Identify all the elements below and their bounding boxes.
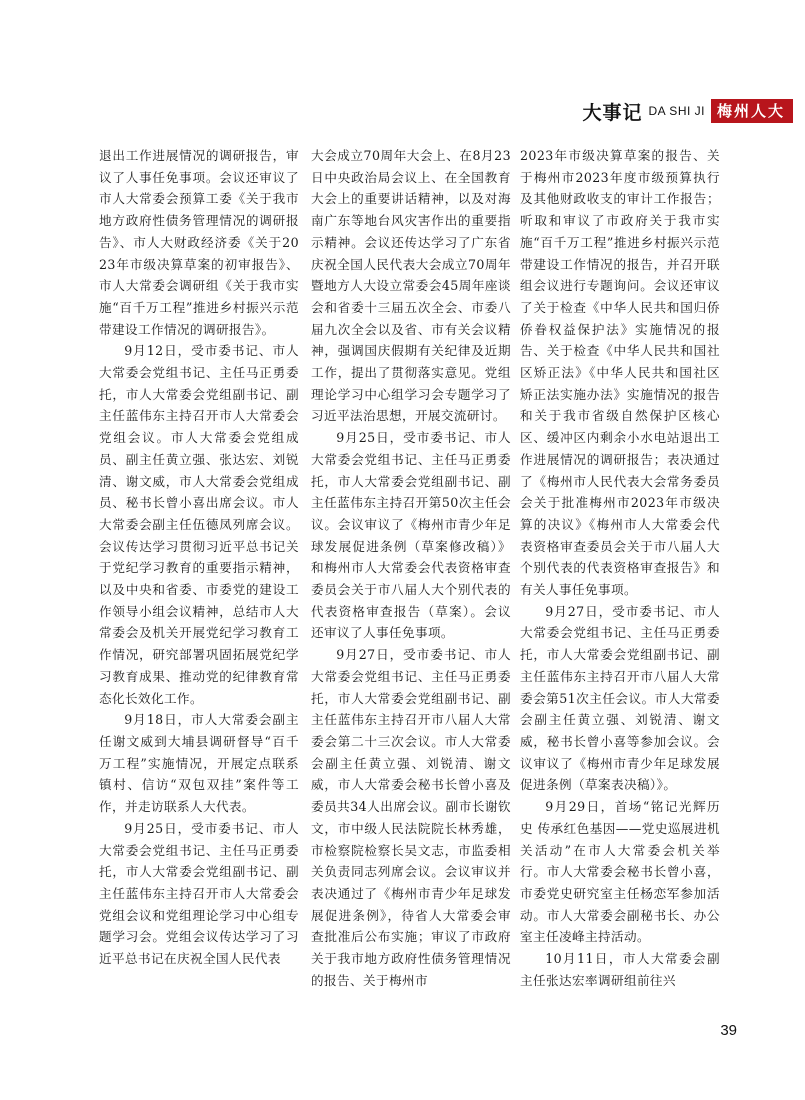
magazine-badge-label: 梅州人大 bbox=[716, 102, 785, 120]
paragraph: 退出工作进展情况的调研报告，审议了人事任免事项。会议还审议了市人大常委会预算工委《关于我市地方政府性债务管理情况的调研报告》、市人大财政经济委《关于2023年市级决算草案的初审报告》、市人大常委会调研组《关于我市实施“百千万工程”推进乡村振兴示范带建设工作情况的调研报告》。 bbox=[99, 148, 299, 337]
paragraph: 9月29日，首场“铭记光辉历史 传承红色基因——党史巡展进机关活动”在市人大常委会机关举行。市人大常委会秘书长曾小喜，市委党史研究室主任杨恋军参加活动。市人大常委会副秘书长、办公室主任凌峰主持活动。 bbox=[520, 799, 720, 945]
paragraph: 9月25日，受市委书记、市人大常委会党组书记、主任马正勇委托，市人大常委会党组副书记、副主任蓝伟东主持召开市人大常委会党组会议和党组理论学习中心组专题学习会。党组会议传达学习了习近平总书记在庆祝全国人民代表 bbox=[99, 820, 299, 967]
section-header bbox=[582, 98, 793, 124]
text-column-3 bbox=[520, 145, 720, 991]
paragraph: 2023年市级决算草案的报告、关于梅州市2023年度市级预算执行及其他财政收支的审计工作报告；听取和审议了市政府关于我市实施“百千万工程”推进乡村振兴示范带建设工作情况的报告，并召开联组会议进行专题询问。会议还审议了关于检查《中华人民共和国归侨侨眷权益保护法》实施情况的报告、关于检查《中华人民共和国社区矫正法》《中华人民共和国社区矫正法实施办法》实施情况的报告和关于我市省级自然保护区核心区、缓冲区内剩余小水电站退出工作进展情况的调研报告；表决通过了《梅州市人民代表大会常务委员会关于批准梅州市2023年市级决算的决议》《梅州市人大常委会代表资格审查委员会关于市八届人大个别代表的代表资格审查报告》和有关人事任免事项。 bbox=[520, 148, 720, 598]
paragraph: 10月11日，市人大常委会副主任张达宏率调研组前往兴 bbox=[520, 951, 720, 988]
paragraph: 9月18日，市人大常委会副主任谢文威到大埔县调研督导“百千万工程”实施情况，开展定点联系镇村、信访“双包双挂”案件等工作，并走访联系人大代表。 bbox=[99, 712, 299, 815]
paragraph: 大会成立70周年大会上、在8月23日中央政治局会议上、在全国教育大会上的重要讲话精神，以及对海南广东等地台风灾害作出的重要指示精神。会议还传达学习了广东省庆祝全国人民代表大会成立70周年暨地方人大设立常委会45周年座谈会和省委十三届五次全会、市委八届九次全会以及省、市有关会议精神，强调国庆假期有关纪律及近期工作，提出了贯彻落实意见。党组理论学习中心组学习会专题学习了习近平法治思想，开展交流研讨。 bbox=[311, 148, 511, 424]
section-title: 大事记 bbox=[582, 101, 643, 124]
section-pinyin: DA SHI JI bbox=[648, 104, 705, 118]
paragraph: 9月12日，受市委书记、市人大常委会党组书记、主任马正勇委托，市人大常委会党组副书记、副主任蓝伟东主持召开市人大常委会党组会议。市人大常委会党组成员、副主任黄立强、张达宏、刘锐清、谢文威，市人大常委会党组成员、秘书长曾小喜出席会议。市人大常委会副主任伍德凤列席会议。会议传达学习贯彻习近平总书记关于党纪学习教育的重要指示精神，以及中央和省委、市委党的建设工作领导小组会议精神，总结市人大常委会及机关开展党纪学习教育工作情况，研究部署巩固拓展党纪学习教育成果、推动党的纪律教育常态化长效化工作。 bbox=[99, 343, 299, 706]
text-column-2 bbox=[311, 145, 511, 991]
paragraph: 9月27日，受市委书记、市人大常委会党组书记、主任马正勇委托，市人大常委会党组副书记、副主任蓝伟东主持召开市八届人大常委会第二十三次会议。市人大常委会副主任黄立强、刘锐清、谢文威，市人大常委会秘书长曾小喜及委员共34人出席会议。副市长谢钦文，市中级人民法院院长林秀雄，市检察院检察长吴文志，市监委相关负责同志列席会议。会议审议并表决通过了《梅州市青少年足球发展促进条例》，待省人大常委会审查批准后公布实施；审议了市政府关于我市地方政府性债务管理情况的报告、关于梅州市 bbox=[311, 647, 511, 988]
text-column-1 bbox=[99, 145, 299, 970]
page-number: 39 bbox=[720, 1022, 737, 1039]
paragraph: 9月27日，受市委书记、市人大常委会党组书记、主任马正勇委托，市人大常委会党组副书记、副主任蓝伟东主持召开市八届人大常委会第51次主任会议。市人大常委会副主任黄立强、刘锐清、谢文威，秘书长曾小喜等参加会议。会议审议了《梅州市青少年足球发展促进条例（草案表决稿）》。 bbox=[520, 603, 720, 793]
magazine-badge bbox=[711, 99, 793, 123]
paragraph: 9月25日，受市委书记、市人大常委会党组书记、主任马正勇委托，市人大常委会党组副书记、副主任蓝伟东主持召开第50次主任会议。会议审议了《梅州市青少年足球发展促进条例（草案修改稿）》和梅州市人大常委会代表资格审查委员会关于市八届人大个别代表的代表资格审查报告（草案）。会议还审议了人事任免事项。 bbox=[311, 430, 511, 641]
